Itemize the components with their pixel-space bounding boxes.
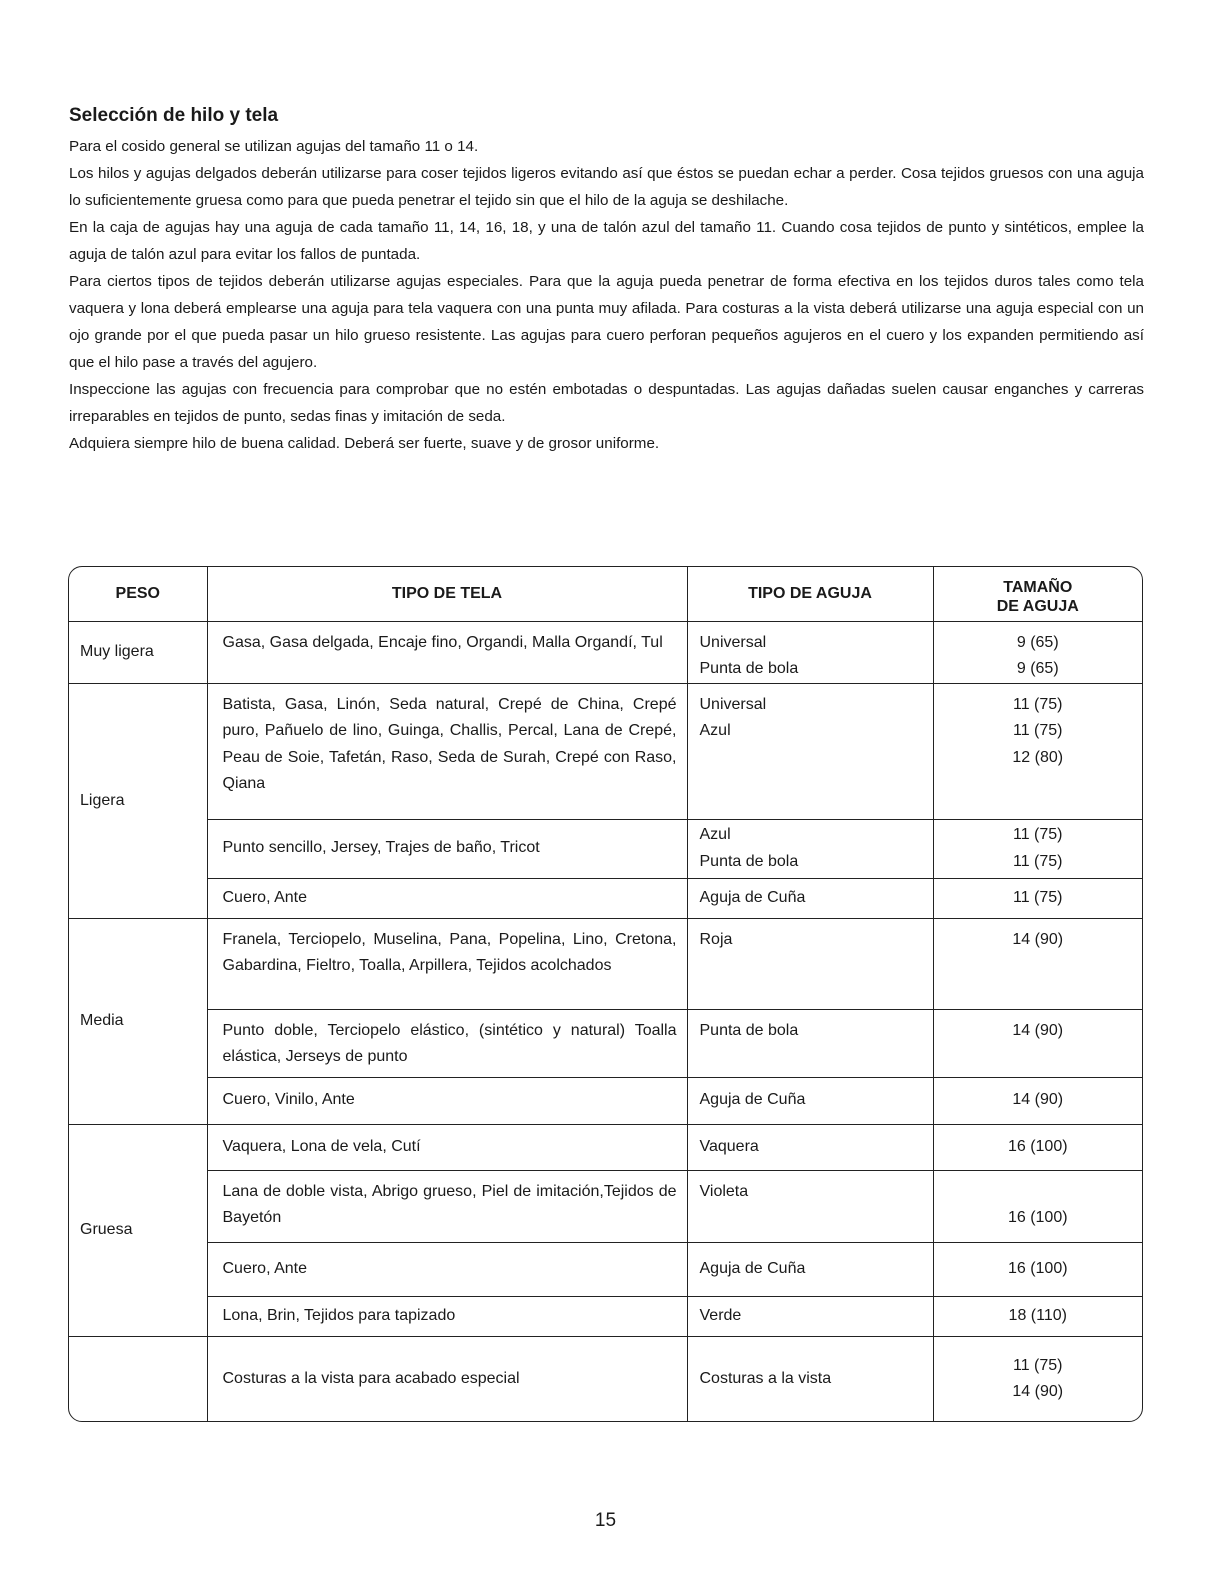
size-value: 11 (75) [1012,1356,1063,1374]
aguja-value: Punta de bola [699,660,799,677]
header-tamano [933,567,1142,621]
aguja-cell: Roja [687,918,933,1009]
aguja-cell: Vaquera [687,1124,933,1170]
paragraph: Adquiera siempre hilo de buena calidad. Deberá ser fuerte, suave y de grosor uniforme. [69,435,660,452]
size-cell: 18 (110) [933,1296,1142,1336]
aguja-value: Azul [699,722,731,739]
group-empty [69,1336,207,1422]
size-value: 9 (65) [1016,660,1059,677]
size-cell: 11 (75) [933,878,1142,918]
needle-table [68,566,1143,1422]
aguja-value: Universal [699,695,767,713]
size-cell: 14 (90) [933,918,1142,1009]
aguja-cell [687,683,933,819]
size-cell: 14 (90) [933,1077,1142,1124]
paragraph: Para ciertos tipos de tejidos deberán utilizarse agujas especiales. Para que la aguja pueda penetrar de forma efectiva en los tejidos duros tales como tela vaquera y lona deberá emplearse una aguja para tela vaquera con una punta muy afilada. Para costuras a la vista deberá utilizarse una aguja especial con un ojo grande por el que pueda pasar un hilo grueso resistente. Las agujas para cuero perforan pequeños agujeros en el cuero y los expanden permitiendo así que el hilo pase a través del agujero. [69,273,1144,371]
paragraph: En la caja de agujas hay una aguja de cada tamaño 11, 14, 16, 18, y una de talón azul del tamaño 11. Cuando cosa tejidos de punto y sintéticos, emplee la aguja de talón azul para evitar los fallos de puntada. [69,219,1144,263]
size-value: 16 (100) [1007,1209,1068,1226]
aguja-value: Universal [699,633,767,651]
aguja-cell [687,621,933,683]
aguja-cell [687,819,933,878]
tela-cell: Punto sencillo, Jersey, Trajes de baño, Tricot [207,819,687,878]
tela-cell: Franela, Terciopelo, Muselina, Pana, Popelina, Lino, Cretona, Gabardina, Fieltro, Toalla, Arpillera, Tejidos acolchados [207,918,687,1009]
aguja-value: Punta de bola [699,852,799,870]
page-number: 15 [594,1510,617,1531]
aguja-cell: Aguja de Cuña [687,1077,933,1124]
size-cell [933,621,1142,683]
size-cell [933,819,1142,878]
size-cell [933,1170,1142,1242]
tela-cell: Lana de doble vista, Abrigo grueso, Piel de imitación,Tejidos de Bayetón [207,1170,687,1242]
header-tipo-tela: TIPO DE TELA [207,567,687,621]
group-gruesa: Gruesa [69,1124,207,1336]
tela-cell: Gasa, Gasa delgada, Encaje fino, Organdi, Malla Organdí, Tul [207,621,687,683]
tela-cell: Lona, Brin, Tejidos para tapizado [207,1296,687,1336]
tela-cell: Vaquera, Lona de vela, Cutí [207,1124,687,1170]
aguja-cell: Aguja de Cuña [687,878,933,918]
paragraph: Para el cosido general se utilizan agujas del tamaño 11 o 14. [69,138,479,155]
size-cell [933,683,1142,819]
header-tamano-line1: TAMAÑO [1003,578,1073,596]
size-value: 11 (75) [1012,722,1063,739]
size-value: 11 (75) [1012,826,1063,843]
size-cell: 16 (100) [933,1242,1142,1296]
size-value: 9 (65) [1016,633,1059,651]
aguja-cell: Violeta [687,1170,933,1242]
size-cell: 16 (100) [933,1124,1142,1170]
size-value: 11 (75) [1012,852,1063,870]
group-media: Media [69,918,207,1124]
size-spacer [934,1179,1143,1206]
size-cell [933,1336,1142,1422]
intro-text [69,133,1144,457]
tela-cell: Cuero, Ante [207,1242,687,1296]
header-tamano-line2: DE AGUJA [996,597,1079,615]
section-title: Selección de hilo y tela [69,105,279,126]
aguja-cell: Punta de bola [687,1009,933,1077]
size-value: 11 (75) [1012,695,1063,713]
tela-cell: Costuras a la vista para acabado especial [207,1336,687,1422]
aguja-value: Azul [699,826,731,843]
group-muy-ligera: Muy ligera [69,621,207,683]
tela-cell: Cuero, Vinilo, Ante [207,1077,687,1124]
aguja-cell: Verde [687,1296,933,1336]
aguja-cell: Costuras a la vista [687,1336,933,1422]
group-ligera: Ligera [69,683,207,918]
header-peso: PESO [69,567,207,621]
header-tipo-aguja: TIPO DE AGUJA [687,567,933,621]
tela-cell: Batista, Gasa, Linón, Seda natural, Crepé de China, Crepé puro, Pañuelo de lino, Guinga, Challis, Percal, Lana de Crepé, Peau de Soie, Tafetán, Raso, Seda de Surah, Crepé con Raso, Qiana [207,683,687,819]
aguja-cell: Aguja de Cuña [687,1242,933,1296]
tela-cell: Cuero, Ante [207,878,687,918]
size-value: 14 (90) [1012,1383,1064,1401]
size-value: 12 (80) [1012,748,1064,766]
tela-cell: Punto doble, Terciopelo elástico, (sintético y natural) Toalla elástica, Jerseys de punto [207,1009,687,1077]
size-cell: 14 (90) [933,1009,1142,1077]
paragraph: Inspeccione las agujas con frecuencia para comprobar que no estén embotadas o despuntadas. Las agujas dañadas suelen causar enganches y carreras irreparables en tejidos de punto, sedas finas y imitación de seda. [69,381,1144,425]
paragraph: Los hilos y agujas delgados deberán utilizarse para coser tejidos ligeros evitando así que éstos se puedan echar a perder. Cosa tejidos gruesos con una aguja lo suficientemente gruesa como para que pueda penetrar el tejido sin que el hilo de la aguja se deshilache. [69,165,1144,209]
